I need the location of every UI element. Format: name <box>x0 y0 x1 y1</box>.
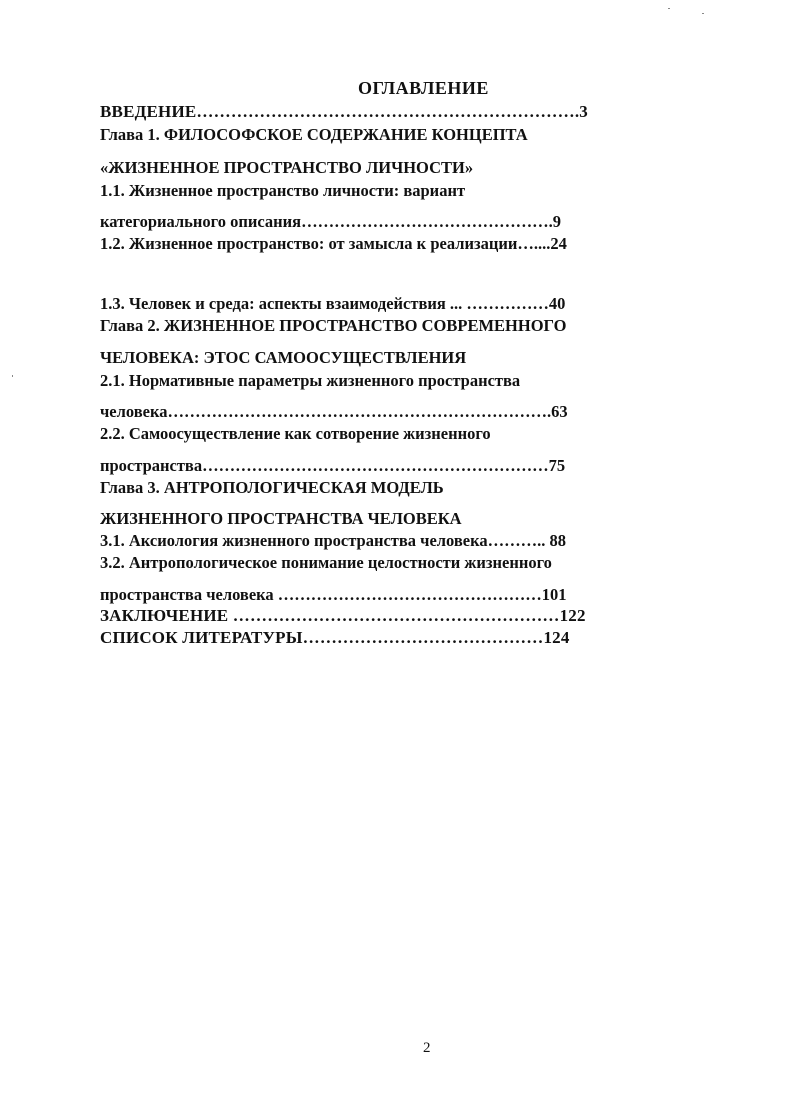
scan-speck <box>12 375 13 377</box>
toc-entry-section-3-2-cont: пространства человека …………………………………………101 <box>100 585 567 604</box>
scan-speck <box>702 13 704 14</box>
toc-entry-chapter-3-subtitle: ЖИЗНЕННОГО ПРОСТРАНСТВА ЧЕЛОВЕКА <box>100 509 462 528</box>
toc-entry-section-2-2-cont: пространства………………………………………………………75 <box>100 456 566 475</box>
toc-entry-chapter-1: Глава 1. ФИЛОСОФСКОЕ СОДЕРЖАНИЕ КОНЦЕПТА <box>100 125 528 144</box>
toc-entry-conclusion: ЗАКЛЮЧЕНИЕ …………………………………………………122 <box>100 606 586 625</box>
toc-entry-section-3-1: 3.1. Аксиология жизненного пространства человека……….. 88 <box>100 531 567 550</box>
toc-entry-section-1-1-cont: категориального описания……………………………………….9 <box>100 212 561 231</box>
toc-entry-chapter-2: Глава 2. ЖИЗНЕННОЕ ПРОСТРАНСТВО СОВРЕМЕННОГО <box>100 316 567 335</box>
toc-entry-bibliography: СПИСОК ЛИТЕРАТУРЫ……………………………………124 <box>100 628 570 647</box>
toc-entry-chapter-1-subtitle: «ЖИЗНЕННОЕ ПРОСТРАНСТВО ЛИЧНОСТИ» <box>100 158 474 177</box>
toc-entry-section-1-3: 1.3. Человек и среда: аспекты взаимодействия ... ……………40 <box>100 294 566 313</box>
toc-entry-section-3-2: 3.2. Антропологическое понимание целостности жизненного <box>100 553 552 572</box>
toc-entry-chapter-3: Глава 3. АНТРОПОЛОГИЧЕСКАЯ МОДЕЛЬ <box>100 478 444 497</box>
toc-entry-section-1-2: 1.2. Жизненное пространство: от замысла к реализации…....24 <box>100 234 567 253</box>
toc-entry-chapter-2-subtitle: ЧЕЛОВЕКА: ЭТОС САМООСУЩЕСТВЛЕНИЯ <box>100 348 467 367</box>
toc-title: ОГЛАВЛЕНИЕ <box>358 78 489 98</box>
toc-entry-section-2-1: 2.1. Нормативные параметры жизненного пространства <box>100 371 521 390</box>
toc-entry-section-1-1: 1.1. Жизненное пространство личности: вариант <box>100 181 466 200</box>
toc-entry-section-2-2: 2.2. Самоосуществление как сотворение жизненного <box>100 424 491 443</box>
page-number: 2 <box>423 1040 431 1056</box>
scan-speck <box>668 8 670 9</box>
toc-entry-section-2-1-cont: человека…………………………………………………………….63 <box>100 402 568 421</box>
toc-entry-introduction: ВВЕДЕНИЕ………………………………………………………….3 <box>100 102 588 121</box>
